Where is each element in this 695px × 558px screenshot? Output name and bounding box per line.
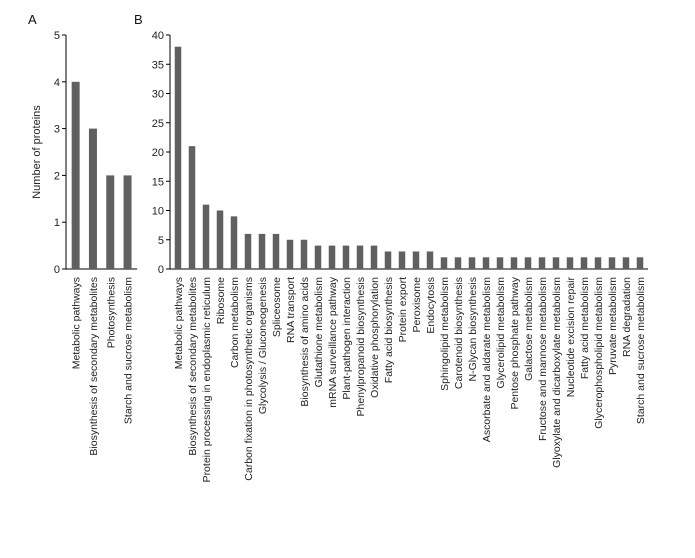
panel-b-y-tick-label: 20	[151, 147, 164, 159]
panel-b-category-label: Ascorbate and aldarate metabolism	[481, 277, 493, 443]
panel-a-y-axis-title: Number of proteins	[31, 105, 43, 199]
panel-b-bar	[483, 257, 490, 269]
panel-b-y-tick-label: 10	[151, 205, 164, 218]
panel-b-bar	[595, 257, 602, 269]
panel-b-category-label: Pentose phosphate pathway	[509, 277, 521, 410]
panel-b-y-tick-label: 15	[151, 176, 164, 189]
panel-b-bar	[371, 246, 378, 269]
panel-b-bar	[469, 257, 476, 269]
panel-b-bar	[203, 205, 210, 269]
panel-b-category-label: Biosynthesis of secondary metabolites	[187, 277, 199, 456]
panel-b-category-label: Galactose metabolism	[523, 277, 535, 381]
panel-b-bar	[623, 257, 630, 269]
panel-b-bar	[567, 257, 574, 269]
panel-b-category-label: Endocytosis	[425, 277, 437, 334]
panel-b-bar	[455, 257, 462, 269]
panel-b-category-label: N-Glycan biosynthesis	[467, 277, 479, 382]
panel-b-bar	[245, 234, 252, 269]
panel-a-bar	[124, 175, 132, 269]
panel-b-bar	[553, 257, 560, 269]
panel-b-category-label: mRNA surveillance pathway	[327, 277, 339, 408]
panel-b-y-tick-label: 25	[151, 117, 164, 130]
panel-b-category-label: Glycolysis / Gluconeogenesis	[257, 277, 269, 415]
panel-b-category-label: Fructose and mannose metabolism	[537, 277, 549, 441]
panel-b-bar	[427, 251, 434, 269]
panel-b-label: B	[134, 12, 143, 27]
panel-b-category-label: RNA transport	[285, 277, 297, 343]
panel-b-category-label: Carotenoid biosynthesis	[453, 277, 465, 390]
panel-a-y-tick-label: 0	[53, 264, 60, 276]
panel-b-category-label: Glycerolipid metabolism	[495, 277, 507, 389]
panel-b-y-tick-label: 5	[157, 234, 164, 247]
panel-b-y-tick-label: 0	[157, 264, 164, 276]
panel-b-bar	[399, 251, 406, 269]
panel-b-y-tick-label: 30	[151, 88, 164, 101]
panel-b-category-label: Nucleotide excision repair	[565, 277, 577, 398]
panel-a-y-tick-label: 4	[53, 76, 60, 89]
panel-a-y-tick-label: 5	[53, 30, 60, 42]
panel-b-bar	[343, 246, 350, 269]
panel-b-y-tick-label: 35	[151, 59, 164, 72]
panel-b-category-label: RNA degradation	[621, 277, 633, 357]
panel-b-bar	[497, 257, 504, 269]
panel-b-bar	[511, 257, 518, 269]
panel-b-category-label: Phenylpropanoid biosynthesis	[355, 277, 367, 417]
panel-a-bar	[106, 175, 114, 269]
panel-a-y-tick-label: 1	[53, 217, 60, 230]
panel-b-bar	[189, 146, 196, 269]
panel-b-category-label: Carbon metabolism	[229, 277, 241, 369]
panel-a-category-label: Photosynthesis	[105, 277, 118, 349]
panel-b-bar	[175, 47, 182, 269]
panel-b-bar	[539, 257, 546, 269]
panel-b-category-label: Oxidative phosphorylation	[369, 277, 381, 398]
panel-a-bar	[89, 129, 97, 269]
panel-b-bar	[287, 240, 294, 269]
panel-a-y-tick-label: 2	[53, 170, 60, 183]
panel-b-chart	[134, 12, 648, 482]
panel-b-bar	[581, 257, 588, 269]
panel-b-category-label: Fatty acid metabolism	[579, 277, 591, 380]
panel-b-bar	[525, 257, 532, 269]
panel-b-bar	[217, 211, 224, 270]
panel-b-category-label: Spliceosome	[271, 277, 283, 338]
panel-a-label: A	[28, 12, 37, 27]
panel-b-bar	[413, 251, 420, 269]
panel-b-bar	[609, 257, 616, 269]
panel-b-category-label: Metabolic pathways	[173, 277, 185, 370]
panel-a-category-label: Metabolic pathways	[70, 277, 83, 370]
panel-b-category-label: Protein processing in endoplasmic reticulum	[201, 277, 213, 483]
panel-b-bar	[301, 240, 308, 269]
panel-b-bar	[385, 251, 392, 269]
panel-a-bar	[72, 82, 80, 269]
panel-a-category-label: Starch and sucrose metabolism	[122, 277, 135, 425]
panel-b-category-label: Plant-pathogen interaction	[341, 277, 353, 400]
panel-b-bar	[637, 257, 644, 269]
panel-b-category-label: Biosynthesis of amino acids	[299, 277, 311, 407]
panel-b-category-label: Glutathione metabolism	[313, 277, 325, 388]
panel-a-y-tick-label: 3	[53, 123, 60, 136]
panel-b-category-label: Sphingolipid metabolism	[439, 277, 451, 391]
panel-b-category-label: Carbon fixation in photosynthetic organisms	[243, 277, 255, 481]
panel-b-category-label: Protein export	[397, 277, 409, 343]
panel-b-bar	[259, 234, 266, 269]
panel-b-y-tick-label: 40	[151, 30, 164, 42]
panel-b-bar	[231, 216, 238, 269]
panel-b-bar	[315, 246, 322, 269]
panel-b-bar	[329, 246, 336, 269]
panel-b-category-label: Starch and sucrose metabolism	[635, 277, 647, 425]
panel-b-category-label: Pyruvate metabolism	[607, 277, 619, 376]
panel-b-category-label: Peroxisome	[411, 277, 423, 333]
panel-b-bar	[273, 234, 280, 269]
panel-b-bar	[357, 246, 364, 269]
panel-b-category-label: Ribosome	[215, 277, 227, 325]
panel-b-category-label: Fatty acid biosynthesis	[383, 277, 395, 384]
panel-b-category-label: Glyoxylate and dicarboxylate metabolism	[551, 277, 563, 468]
panel-b-category-label: Glycerophospholipid metabolism	[593, 277, 605, 429]
panel-b-bar	[441, 257, 448, 269]
panel-a-chart	[28, 12, 137, 456]
panel-a-category-label: Biosynthesis of secondary metabolites	[87, 277, 100, 456]
